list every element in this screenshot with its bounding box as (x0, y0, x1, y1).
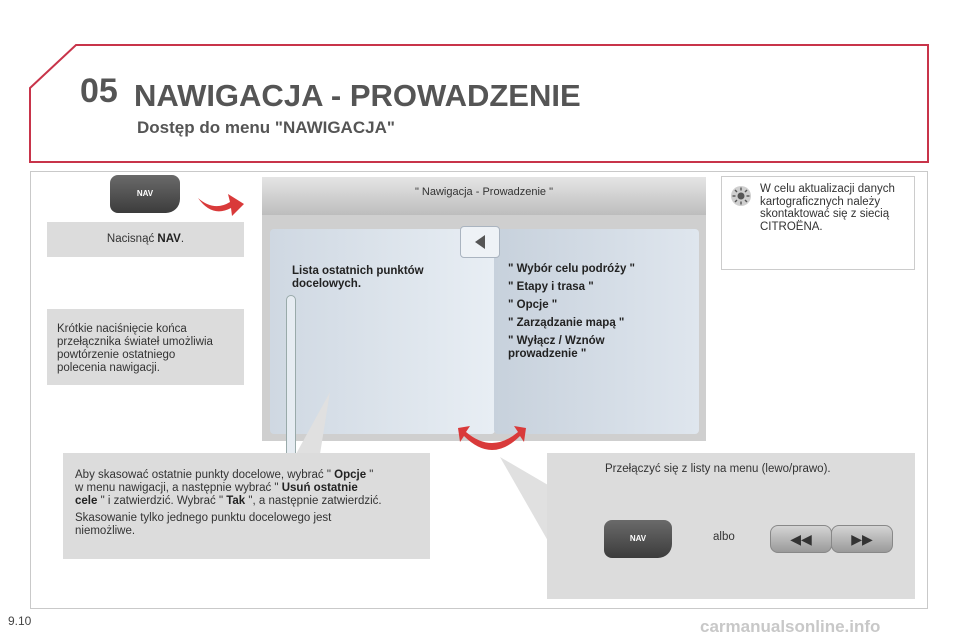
menu-item-options[interactable]: " Opcje " (508, 299, 558, 311)
text: Aby skasować ostatnie punkty docelowe, wybrać " (75, 469, 335, 481)
menu-item-stages[interactable]: " Etapy i trasa " (508, 281, 594, 293)
nav-button-label: NAV (629, 534, 647, 543)
press-nav-key: NAV (157, 233, 181, 245)
short-press-line: Krótkie naciśnięcie końca (57, 323, 187, 335)
page-number: 9.10 (8, 614, 32, 628)
callout-wedge (290, 390, 340, 456)
short-press-line: przełącznika świateł umożliwia (57, 336, 213, 348)
text: " (366, 469, 374, 481)
sun-icon (730, 185, 752, 207)
menu-item-guidance-line: prowadzenie " (508, 348, 587, 360)
info-line: W celu aktualizacji danych (760, 183, 895, 195)
recent-destinations-line: docelowych. (292, 278, 362, 290)
bold-text: Tak (226, 495, 246, 507)
bold-text: Opcje (334, 469, 367, 481)
text: Skasowanie tylko jednego punktu docelowego jest (75, 512, 332, 524)
switch-panel (547, 453, 915, 599)
press-nav-suffix: . (180, 233, 185, 245)
press-nav-panel (47, 222, 244, 257)
fast-forward-icon: ▶▶ (851, 531, 873, 547)
bold-text: Usuń ostatnie (281, 482, 358, 494)
page-subtitle: Dostęp do menu "NAWIGACJA" (137, 118, 395, 137)
nav-menu-pane (494, 229, 699, 434)
back-tab[interactable] (460, 226, 500, 258)
cancel-destinations-panel (63, 453, 430, 559)
text: w menu nawigacji, a następnie wybrać " (75, 482, 282, 494)
short-press-panel (47, 309, 244, 385)
page-title: NAWIGACJA - PROWADZENIE (134, 78, 581, 113)
cancel-note (75, 512, 418, 538)
switch-text: Przełączyć się z listy na menu (lewo/prawo). (605, 463, 831, 475)
recent-destinations-label (292, 265, 424, 291)
nav-button[interactable] (110, 175, 180, 213)
watermark: carmanualsonline.info (700, 617, 881, 636)
short-press-line: powtórzenie ostatniego (57, 349, 176, 361)
screen-title: " Nawigacja - Prowadzenie " (262, 177, 706, 215)
info-line: skontaktować się z siecią (760, 208, 890, 220)
back-arrow-icon (461, 227, 499, 257)
bold-text: cele (75, 495, 98, 507)
short-press-line: polecenia nawigacji. (57, 362, 160, 374)
press-nav-prefix: Nacisnąć (106, 233, 158, 245)
menu-item-destination[interactable]: " Wybór celu podróży " (508, 263, 635, 275)
menu-item-guidance[interactable] (508, 335, 635, 361)
menu-item-guidance-line: " Wyłącz / Wznów (508, 335, 605, 347)
info-panel (721, 176, 915, 270)
cancel-paragraph (75, 469, 418, 508)
red-arrow-icon (196, 186, 246, 218)
nav-button[interactable] (604, 520, 672, 558)
chapter-number: 05 (80, 72, 118, 110)
info-line: kartograficznych należy (760, 195, 881, 208)
recent-destinations-line: Lista ostatnich punktów (292, 265, 424, 277)
swap-arrows-icon (452, 420, 532, 456)
text: niemożliwe. (75, 525, 136, 537)
menu-item-map[interactable]: " Zarządzanie mapą " (508, 317, 625, 329)
text: ", a następnie zatwierdzić. (245, 495, 382, 507)
text: " i zatwierdzić. Wybrać " (97, 495, 227, 507)
info-line: CITROËNA. (760, 220, 823, 233)
next-button[interactable] (831, 525, 893, 553)
or-label: albo (713, 531, 735, 543)
previous-button[interactable] (770, 525, 832, 553)
rewind-icon: ◀◀ (790, 531, 812, 547)
nav-button-label: NAV (136, 189, 154, 198)
